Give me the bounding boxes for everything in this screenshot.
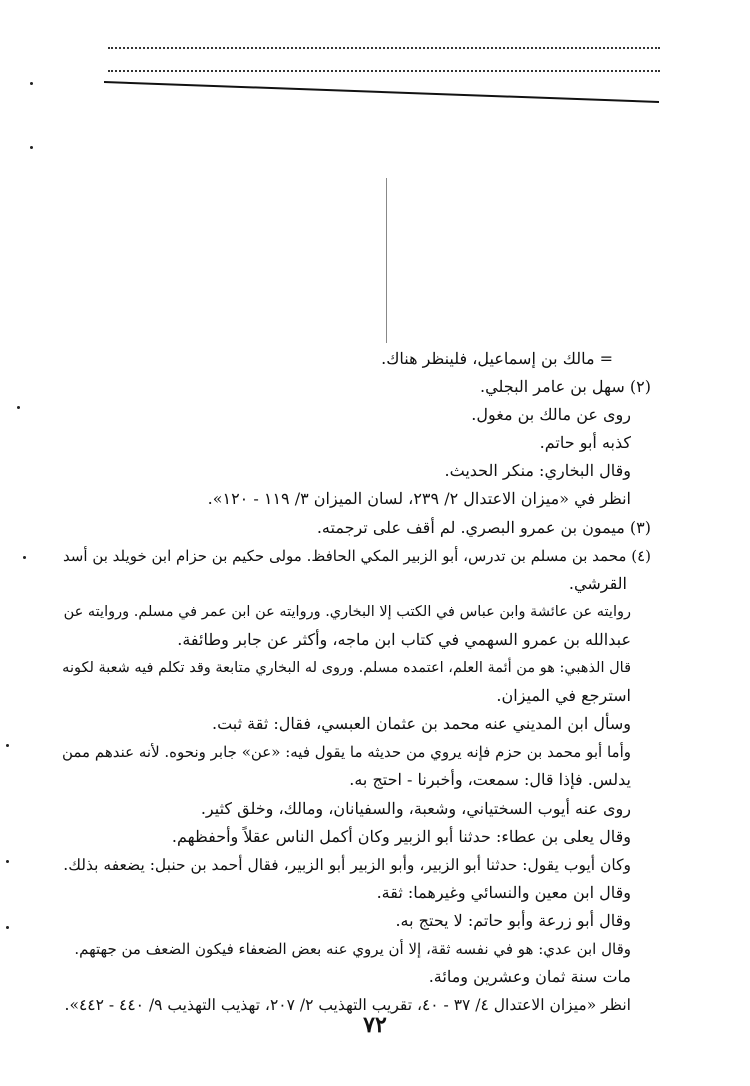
footnote-line: كذبه أبو حاتم.: [539, 433, 631, 453]
scan-speck: [30, 146, 33, 149]
footnotes-block: [58, 345, 651, 1019]
footnote-line: روى عنه أيوب السختياني، وشعبة، والسفيانان، ومالك، وخلق كثير.: [200, 798, 631, 818]
scan-speck: [6, 744, 9, 747]
footnote-line: وأما أبو محمد بن حزم فإنه يروي من حديثه ما يقول فيه: «عن» جابر ونحوه. لأنه عندهم ممن: [61, 743, 631, 762]
scan-speck: [30, 82, 33, 85]
footnote-line: استرجع في الميزان.: [496, 686, 631, 706]
footnote-line: عبدالله بن عمرو السهمي في كتاب ابن ماجه، وأكثر عن جابر وطائفة.: [177, 629, 631, 649]
header-rule: [104, 80, 659, 104]
footnote-line: روى عن مالك بن مغول.: [471, 405, 631, 425]
footnote-line: قال الذهبي: هو من أئمة العلم، اعتمده مسلم. وروى له البخاري متابعة وقد تكلم فيه شعبة لكونه: [62, 660, 631, 677]
footnote-line: وسأل ابن المديني عنه محمد بن عثمان العبسي، فقال: ثقة ثبت.: [211, 714, 631, 734]
footnote-line: وقال البخاري: منكر الحديث.: [444, 461, 631, 481]
footnote-line: القرشي.: [568, 573, 627, 593]
scan-speck: [6, 926, 9, 929]
scan-speck: [23, 556, 26, 559]
footnote-line: يدلس. فإذا قال: سمعت، وأخبرنا - احتج به.: [349, 770, 631, 790]
footnote-line: (٢) سهل بن عامر البجلي.: [480, 377, 651, 397]
header-dotted-line: [108, 47, 660, 49]
scan-speck: [6, 860, 9, 863]
footnote-line: (٣) ميمون بن عمرو البصري. لم أقف على ترجمته.: [316, 517, 651, 537]
header-dotted-line-lower: [108, 70, 660, 72]
footnote-line: = مالك بن إسماعيل، فلينظر هناك.: [381, 349, 613, 368]
footnote-line: وقال ابن معين والنسائي وغيرهما: ثقة.: [376, 882, 631, 902]
footnote-line: مات سنة ثمان وعشرين ومائة.: [428, 967, 631, 987]
footnote-line: روايته عن عائشة وابن عباس في الكتب إلا البخاري. وروايته عن ابن عمر في مسلم. وروايته عن: [63, 603, 631, 620]
page-number: ٧٢: [363, 1012, 387, 1038]
footnote-line: وكان أيوب يقول: حدثنا أبو الزبير، وأبو الزبير أبو الزبير، فقال أحمد بن حنبل: يضعفه بذلك.: [63, 855, 631, 874]
footnote-line: انظر في «ميزان الاعتدال ٢/ ٢٣٩، لسان الميزان ٣/ ١١٩ - ١٢٠».: [207, 489, 631, 509]
footnote-line: (٤) محمد بن مسلم بن تدرس، أبو الزبير المكي الحافظ. مولى حكيم بن حزام ابن خويلد بن أسد: [62, 546, 651, 565]
footnote-line: وقال أبو زرعة وأبو حاتم: لا يحتج به.: [395, 910, 631, 930]
footnote-line: وقال يعلى بن عطاء: حدثنا أبو الزبير وكان أكمل الناس عقلاً وأحفظهم.: [171, 826, 631, 846]
footnote-line: انظر «ميزان الاعتدال ٤/ ٣٧ - ٤٠، تقريب التهذيب ٢/ ٢٠٧، تهذيب التهذيب ٩/ ٤٤٠ - ٤٤٢».: [64, 996, 631, 1015]
scan-fold-line: [386, 178, 387, 343]
scan-speck: [17, 406, 20, 409]
footnote-line: وقال ابن عدي: هو في نفسه ثقة، إلا أن يروي عنه بعض الضعفاء فيكون الضعف من جهتهم.: [74, 939, 631, 958]
